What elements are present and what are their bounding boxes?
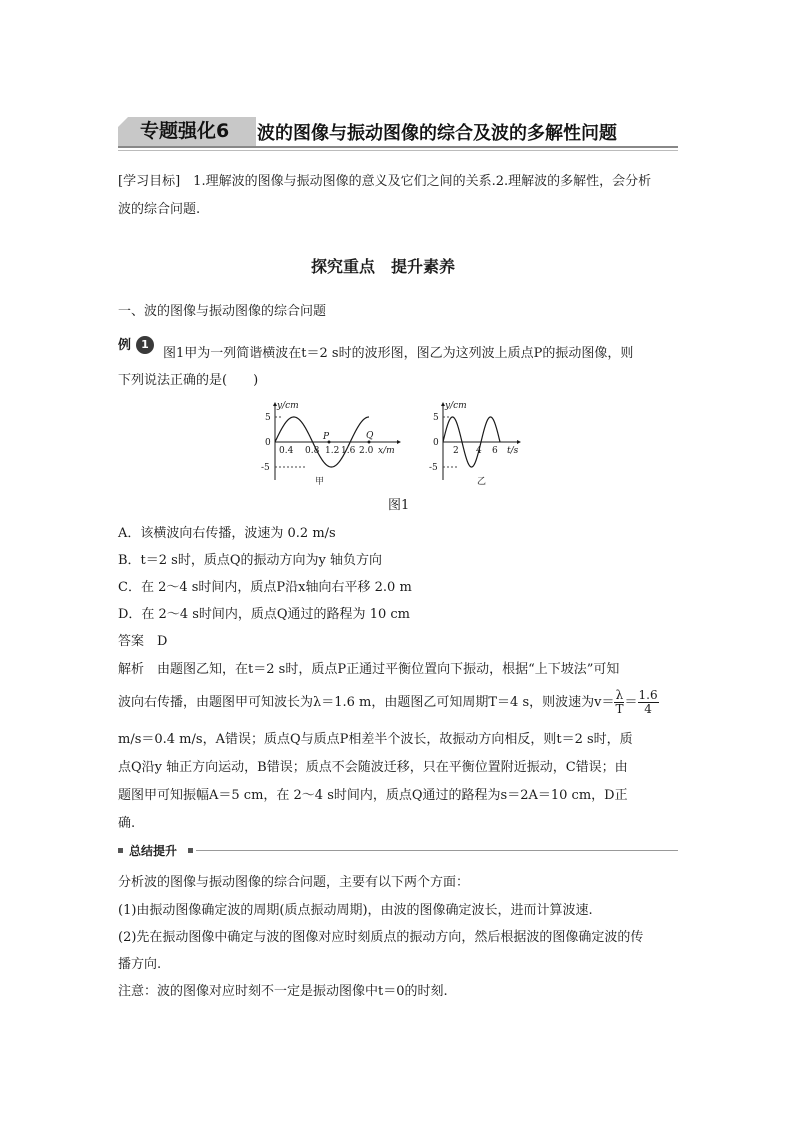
answer-label: 答案 bbox=[118, 634, 145, 649]
figure-caption: 图1 bbox=[388, 498, 410, 513]
summary-line-5: 注意：波的图像对应时刻不一定是振动图像中t＝0的时刻. bbox=[118, 984, 448, 999]
option-c: C．在 2～4 s时间内，质点P沿x轴向右平移 2.0 m bbox=[118, 580, 412, 595]
frac2-den: 4 bbox=[644, 702, 652, 716]
wave-graph-jia bbox=[255, 400, 405, 490]
goals-line-1 bbox=[118, 173, 651, 191]
jia-xtick-1-2: 1.2 bbox=[325, 446, 340, 456]
jia-xtick-1-6: 1.6 bbox=[341, 446, 356, 456]
jia-ytick-5: 5 bbox=[265, 413, 271, 423]
goals-text-2: 波的综合问题. bbox=[118, 202, 201, 217]
yi-ytick-neg5: -5 bbox=[429, 463, 438, 473]
yi-caption: 乙 bbox=[477, 477, 487, 487]
summary-title: 总结提升 bbox=[129, 844, 178, 858]
analysis-text-3: m/s＝0.4 m/s，A错误；质点Q与质点P相差半个波长，故振动方向相反，则t＝2 s时，质 bbox=[118, 732, 633, 747]
goals-text-1: 1.理解波的图像与振动图像的意义及它们之间的关系.2.理解波的多解性，会分析 bbox=[193, 174, 652, 189]
frac1-den: T bbox=[615, 702, 624, 716]
header-tag: 专题强化6 bbox=[140, 120, 230, 142]
header-rule bbox=[118, 146, 678, 148]
goals-label: [学习目标] bbox=[118, 174, 181, 189]
frac1-num: λ bbox=[615, 688, 624, 702]
frac2-num: 1.6 bbox=[638, 688, 658, 702]
yi-ytick-5: 5 bbox=[433, 413, 439, 423]
header-tag-notch bbox=[118, 117, 128, 127]
analysis-text-6: 确. bbox=[118, 816, 136, 831]
jia-caption: 甲 bbox=[315, 477, 325, 487]
jia-x-arrow bbox=[397, 440, 401, 444]
yi-x-label: t/s bbox=[507, 446, 519, 456]
header-rule-thin bbox=[118, 150, 678, 151]
option-a: A．该横波向右传播，波速为 0.2 m/s bbox=[118, 526, 336, 541]
yi-ytick-0: 0 bbox=[433, 438, 439, 448]
jia-xtick-2-0: 2.0 bbox=[359, 446, 374, 456]
option-b: B．t＝2 s时，质点Q的振动方向为y 轴负方向 bbox=[118, 553, 382, 568]
fraction-lambda-t bbox=[614, 689, 624, 716]
question-line-1: 图1甲为一列简谐横波在t＝2 s时的波形图，图乙为这列波上质点P的振动图像，则 bbox=[163, 346, 634, 361]
analysis-text-2: 波向右传播，由题图甲可知波长为λ＝1.6 m，由题图乙可知周期T＝4 s，则波速为v＝ bbox=[118, 695, 615, 710]
analysis-text-5: 题图甲可知振幅A＝5 cm，在 2～4 s时间内，质点Q通过的路程为s＝2A＝10 cm，D正 bbox=[118, 788, 628, 803]
analysis-text-1: 由题图乙知，在t＝2 s时，质点P正通过平衡位置向下振动，根据“上下坡法”可知 bbox=[157, 662, 620, 677]
analysis-label: 解析 bbox=[118, 662, 145, 677]
yi-xtick-2: 2 bbox=[453, 446, 459, 456]
jia-y-label: y/cm bbox=[277, 401, 299, 411]
option-d: D．在 2～4 s时间内，质点Q通过的路程为 10 cm bbox=[118, 607, 410, 622]
jia-ytick-neg5: -5 bbox=[261, 463, 270, 473]
jia-ytick-0: 0 bbox=[265, 438, 271, 448]
jia-label-p: P bbox=[323, 432, 330, 442]
part1-title: 一、波的图像与振动图像的综合问题 bbox=[118, 304, 327, 319]
jia-xtick-0-8: 0.8 bbox=[305, 446, 320, 456]
summary-line-2: (1)由振动图像确定波的周期(质点振动周期)，由波的图像确定波长，进而计算波速. bbox=[118, 903, 593, 918]
summary-line-3: (2)先在振动图像中确定与波的图像对应时刻质点的振动方向，然后根据波的图像确定波的传 bbox=[118, 930, 644, 945]
section-title: 探究重点 提升素养 bbox=[311, 257, 456, 276]
summary-line-4: 播方向. bbox=[118, 957, 162, 972]
jia-xtick-0-4: 0.4 bbox=[279, 446, 294, 456]
answer-value: D bbox=[157, 634, 168, 649]
jia-x-label: x/m bbox=[378, 446, 395, 456]
example-number-badge: 1 bbox=[136, 336, 154, 354]
analysis-text-4: 点Q沿y 轴正方向运动，B错误；质点不会随波迁移，只在平衡位置附近振动，C错误；由 bbox=[118, 760, 628, 775]
summary-rule bbox=[196, 850, 678, 851]
summary-square-right bbox=[188, 848, 193, 853]
summary-square-left bbox=[118, 848, 123, 853]
answer-line bbox=[118, 633, 167, 651]
summary-line-1: 分析波的图像与振动图像的综合问题，主要有以下两个方面： bbox=[118, 875, 470, 890]
analysis-line-2 bbox=[118, 688, 659, 718]
fraction-1-6-over-4 bbox=[638, 689, 659, 716]
analysis-line-1 bbox=[118, 661, 619, 679]
question-line-2: 下列说法正确的是( ) bbox=[118, 373, 259, 388]
jia-label-q: Q bbox=[366, 431, 374, 441]
yi-xtick-6: 6 bbox=[492, 446, 498, 456]
equals-sign: ＝ bbox=[624, 695, 638, 710]
example-label: 例 bbox=[118, 338, 132, 353]
yi-x-arrow bbox=[517, 440, 521, 444]
page-title: 波的图像与振动图像的综合及波的多解性问题 bbox=[257, 123, 617, 144]
yi-xtick-4: 4 bbox=[476, 446, 482, 456]
vibration-graph-yi bbox=[425, 400, 530, 490]
yi-y-label: y/cm bbox=[445, 401, 467, 411]
